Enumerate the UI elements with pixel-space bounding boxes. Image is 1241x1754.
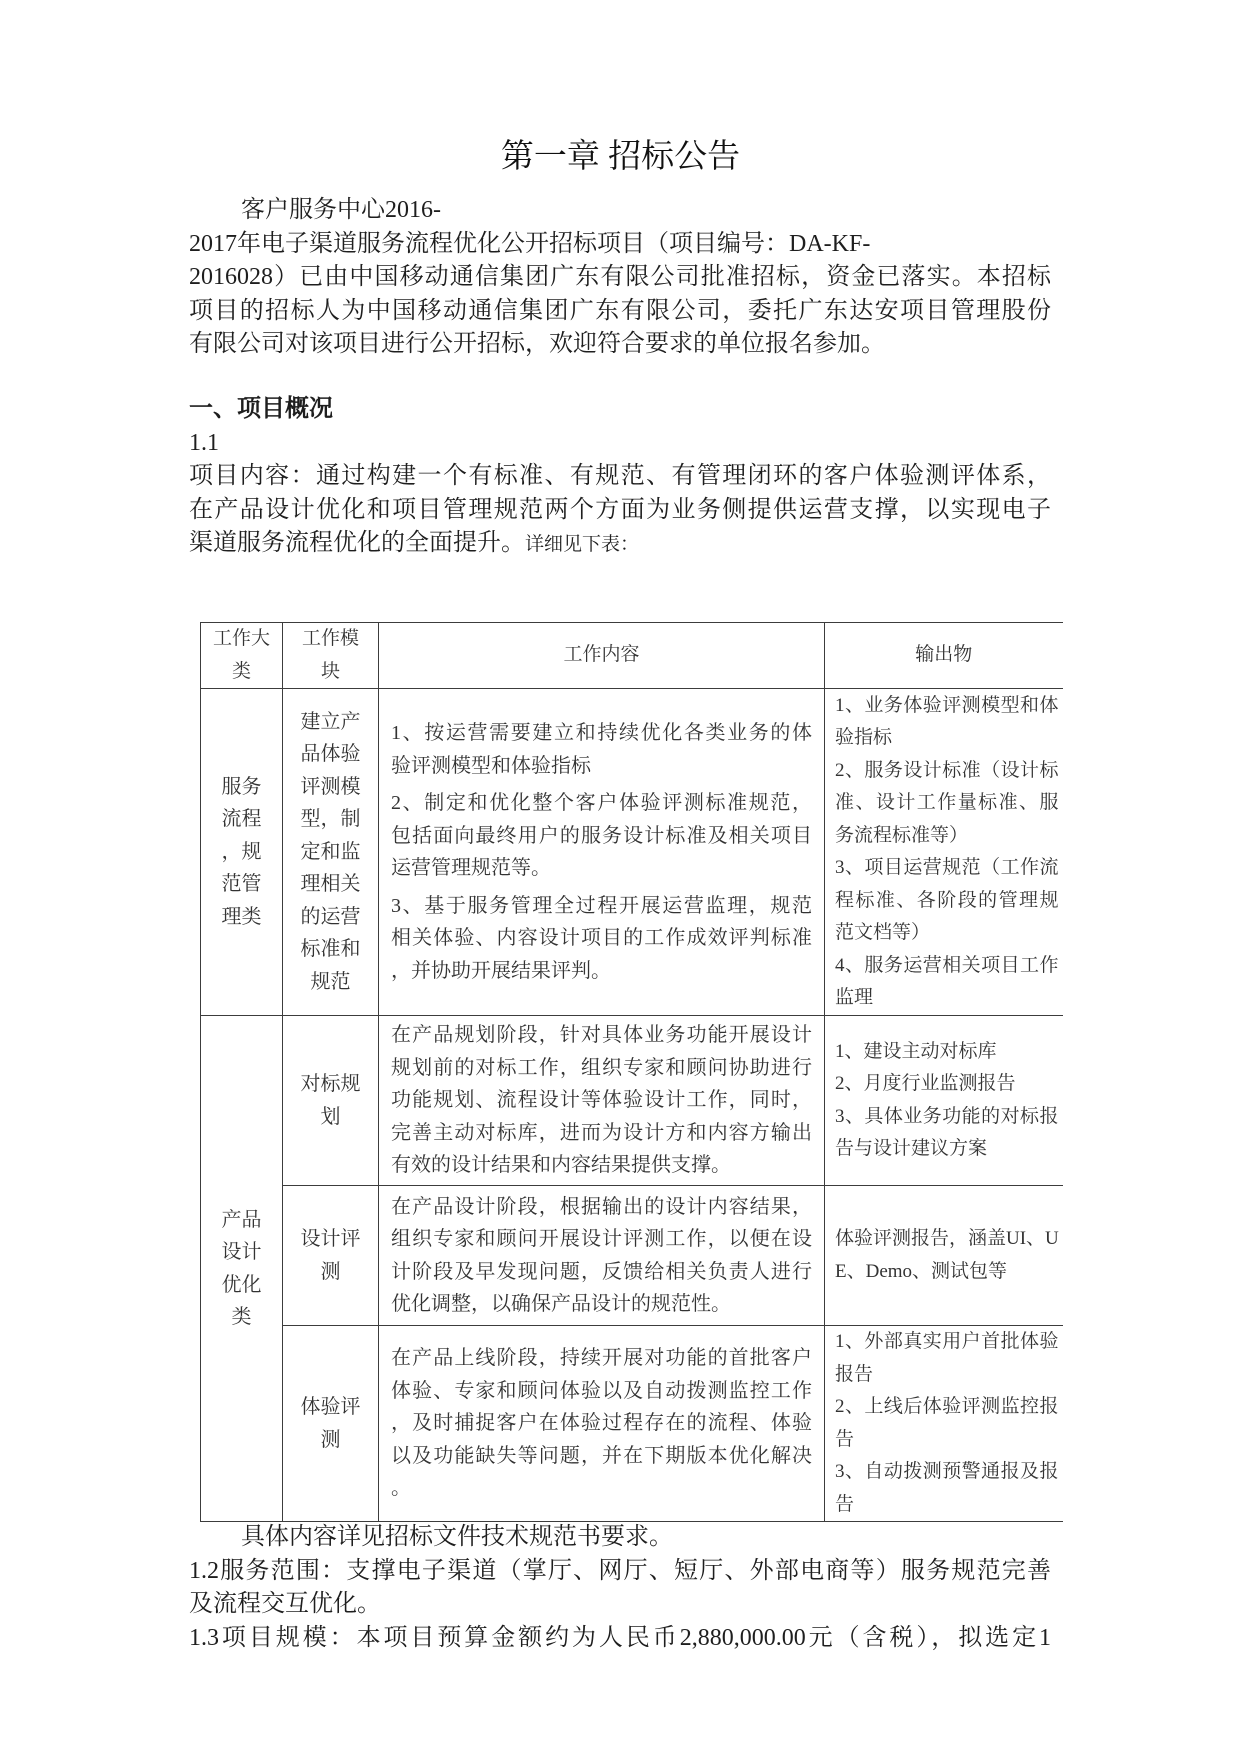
content-line: 有效的设计结果和内容结果提供支撑。 xyxy=(391,1154,731,1177)
content-paragraph xyxy=(391,1191,812,1321)
deliverable-paragraph xyxy=(835,690,1059,755)
deliverable-paragraph xyxy=(835,1391,1059,1456)
content-paragraph xyxy=(391,717,812,782)
content-cell xyxy=(379,689,825,1016)
module-line: 测 xyxy=(320,1260,341,1283)
module-line: 规范 xyxy=(310,970,351,993)
item-text-line-group xyxy=(189,527,1051,561)
table-footnote: 具体内容详见招标文件技术规范书要求。 xyxy=(241,1524,673,1550)
intro-paragraph xyxy=(189,194,1051,362)
after-table-section xyxy=(189,1521,1051,1655)
content-line: 组织专家和顾问开展设计评测工作，以便在设 xyxy=(391,1228,812,1250)
category-line: 范管 xyxy=(221,873,262,896)
content-line: 在产品设计阶段，根据输出的设计内容结果， xyxy=(391,1195,812,1218)
work-scope-table xyxy=(200,622,1063,1522)
content-paragraph xyxy=(391,1342,812,1505)
deliverable-line: 监理 xyxy=(835,987,874,1008)
table-row xyxy=(201,1016,1063,1186)
content-paragraph xyxy=(391,1019,812,1182)
intro-line: 客户服务中心2016- xyxy=(241,197,441,223)
category-line: 设计 xyxy=(221,1241,262,1263)
table-row xyxy=(201,689,1063,1016)
deliverable-line: 2、服务设计标准（设计标 xyxy=(835,759,1059,781)
deliverable-line: 3、自动拨测预警通报及报 xyxy=(835,1461,1059,1482)
table-row xyxy=(201,1326,1063,1522)
deliverable-line: 报告 xyxy=(835,1363,874,1385)
intro-line: 有限公司对该项目进行公开招标，欢迎符合要求的单位报名参加。 xyxy=(189,331,885,357)
deliverable-paragraph xyxy=(835,755,1059,853)
deliverable-line: 4、服务运营相关项目工作 xyxy=(835,954,1059,976)
module-line: 的运营 xyxy=(300,905,361,928)
deliverable-paragraph xyxy=(835,1101,1059,1166)
content-line: 在产品规划阶段，针对具体业务功能开展设计 xyxy=(391,1024,812,1047)
content-line: 功能规划、流程设计等体验设计工作，同时， xyxy=(391,1089,812,1112)
module-line: 设计评 xyxy=(300,1228,361,1250)
category-line: 产品 xyxy=(221,1208,262,1231)
content-line: ，并协助开展结果评判。 xyxy=(391,959,611,982)
content-line: 2、制定和优化整个客户体验评测标准规范， xyxy=(391,792,812,814)
module-line: 体验评 xyxy=(300,1396,361,1418)
header-work-module-line: 工作模 xyxy=(301,628,359,649)
content-line: 完善主动对标库，进而为设计方和内容方输出 xyxy=(391,1121,812,1144)
deliverable-line: 范文档等） xyxy=(835,922,931,943)
category-line: 流程 xyxy=(221,808,262,831)
deliverable-line: 准、设计工作量标准、服 xyxy=(835,792,1059,813)
content-line: ，及时捕捉客户在体验过程存在的流程、体验 xyxy=(391,1412,812,1435)
deliverable-line: 1、建设主动对标库 xyxy=(835,1040,997,1062)
content-cell xyxy=(379,1016,825,1186)
module-line: 定和监 xyxy=(300,840,361,863)
content-line: 在产品上线阶段，持续开展对功能的首批客户 xyxy=(391,1347,812,1370)
module-line: 对标规 xyxy=(300,1073,361,1095)
table-reference-note: 详细见下表： xyxy=(525,534,640,555)
deliverable-line: 告 xyxy=(835,1493,855,1515)
content-line: 1、按运营需要建立和持续优化各类业务的体 xyxy=(391,722,812,744)
category-cell xyxy=(201,689,283,1016)
content-line: 以及功能缺失等问题，并在下期版本优化解决 xyxy=(391,1444,812,1467)
module-line: 划 xyxy=(320,1105,341,1128)
module-cell xyxy=(283,1016,379,1186)
item-text-line: 渠道服务流程优化的全面提升。 xyxy=(189,530,525,556)
header-work-content xyxy=(379,623,825,689)
deliverable-line: 务流程标准等） xyxy=(835,824,969,846)
item-text-line: 项目内容：通过构建一个有标准、有规范、有管理闭环的客户体验测评体系， xyxy=(189,463,1051,489)
service-scope-line: 1.2服务范围：支撑电子渠道（掌厅、网厅、短厅、外部电商等）服务规范完善 xyxy=(189,1557,1051,1584)
content-line: 包括面向最终用户的服务设计标准及相关项目 xyxy=(391,824,812,847)
deliverable-line: 验指标 xyxy=(835,727,893,748)
project-scale-line: 1.3项目规模：本项目预算金额约为人民币2,880,000.00元（含税），拟选定1 xyxy=(189,1624,1051,1651)
deliverable-line: 告 xyxy=(835,1428,855,1450)
header-work-content-line: 工作内容 xyxy=(563,644,640,666)
deliverable-line: 1、业务体验评测模型和体 xyxy=(835,694,1059,716)
category-line: 服务 xyxy=(221,775,262,798)
content-paragraph xyxy=(391,787,812,885)
content-cell xyxy=(379,1186,825,1326)
module-line: 品体验 xyxy=(300,743,361,766)
intro-line: 2016028）已由中国移动通信集团广东有限公司批准招标，资金已落实。本招标 xyxy=(189,264,1051,290)
deliverable-paragraph xyxy=(835,852,1059,950)
table-row xyxy=(201,1186,1063,1326)
header-deliverables-line: 输出物 xyxy=(915,644,973,666)
intro-line: 2017年电子渠道服务流程优化公开招标项目（项目编号：DA-KF- xyxy=(189,230,871,257)
deliverable-line: 程标准、各阶段的管理规 xyxy=(835,889,1059,911)
header-work-module xyxy=(283,623,379,689)
module-line: 评测模 xyxy=(300,775,361,798)
category-line: ，规 xyxy=(221,840,262,863)
deliverable-paragraph xyxy=(835,1456,1059,1521)
deliverable-line: 2、上线后体验评测监控报 xyxy=(835,1396,1059,1417)
header-deliverables xyxy=(825,623,1063,689)
deliverables-cell xyxy=(825,1326,1063,1522)
item-number: 1.1 xyxy=(189,429,219,456)
module-cell xyxy=(283,1326,379,1522)
module-line: 理相关 xyxy=(300,873,361,896)
deliverable-paragraph xyxy=(835,1326,1059,1391)
content-paragraph xyxy=(391,890,812,988)
service-scope-line: 及流程交互优化。 xyxy=(189,1591,381,1617)
module-line: 型，制 xyxy=(300,808,361,831)
content-line: 运营管理规范等。 xyxy=(391,857,551,879)
deliverables-cell xyxy=(825,689,1063,1016)
header-work-category-line: 类 xyxy=(231,660,251,682)
section-heading: 一、项目概况 xyxy=(189,396,333,422)
deliverable-line: 体验评测报告，涵盖UI、U xyxy=(835,1228,1059,1249)
deliverable-line: 3、项目运营规范（工作流 xyxy=(835,857,1059,878)
content-line: 。 xyxy=(391,1477,411,1500)
content-line: 计阶段及早发现问题，反馈给相关负责人进行 xyxy=(391,1260,812,1283)
deliverable-paragraph xyxy=(835,1036,1059,1069)
content-line: 3、基于服务管理全过程开展运营监理，规范 xyxy=(391,894,812,917)
header-work-category-line: 工作大 xyxy=(212,628,270,649)
module-cell xyxy=(283,689,379,1016)
item-text-line: 在产品设计优化和项目管理规范两个方面为业务侧提供运营支撑，以实现电子 xyxy=(189,496,1051,523)
category-cell xyxy=(201,1016,283,1522)
chapter-title: 第一章 招标公告 xyxy=(500,139,741,175)
deliverable-paragraph xyxy=(835,1068,1059,1101)
deliverable-line: E、Demo、测试包等 xyxy=(835,1260,1008,1282)
deliverable-line: 3、具体业务功能的对标报 xyxy=(835,1105,1059,1127)
work-scope-table-body xyxy=(201,623,1063,1522)
deliverable-line: 1、外部真实用户首批体验 xyxy=(835,1331,1059,1352)
intro-line: 项目的招标人为中国移动通信集团广东有限公司，委托广东达安项目管理股份 xyxy=(189,297,1051,324)
deliverable-paragraph xyxy=(835,1223,1059,1288)
module-cell xyxy=(283,1186,379,1326)
content-line: 体验、专家和顾问体验以及自动拨测监控工作 xyxy=(391,1379,812,1402)
content-line: 相关体验、内容设计项目的工作成效评判标准 xyxy=(391,927,812,949)
header-work-module-line: 块 xyxy=(320,660,340,682)
deliverable-paragraph xyxy=(835,950,1059,1015)
deliverables-cell xyxy=(825,1016,1063,1186)
module-line: 测 xyxy=(320,1428,341,1451)
header-work-category xyxy=(201,623,283,689)
module-line: 建立产 xyxy=(300,710,361,733)
category-line: 类 xyxy=(231,1306,252,1328)
deliverable-line: 告与设计建议方案 xyxy=(835,1138,988,1159)
content-line: 验评测模型和体验指标 xyxy=(391,754,591,777)
category-line: 优化 xyxy=(221,1273,262,1296)
category-line: 理类 xyxy=(221,905,262,928)
deliverables-cell xyxy=(825,1186,1063,1326)
module-line: 标准和 xyxy=(300,938,361,961)
table-header-row xyxy=(201,623,1063,689)
content-line: 优化调整，以确保产品设计的规范性。 xyxy=(391,1293,731,1315)
project-overview-section xyxy=(189,393,1051,561)
content-cell xyxy=(379,1326,825,1522)
content-line: 规划前的对标工作，组织专家和顾问协助进行 xyxy=(391,1056,812,1079)
deliverable-line: 2、月度行业监测报告 xyxy=(835,1073,1016,1094)
